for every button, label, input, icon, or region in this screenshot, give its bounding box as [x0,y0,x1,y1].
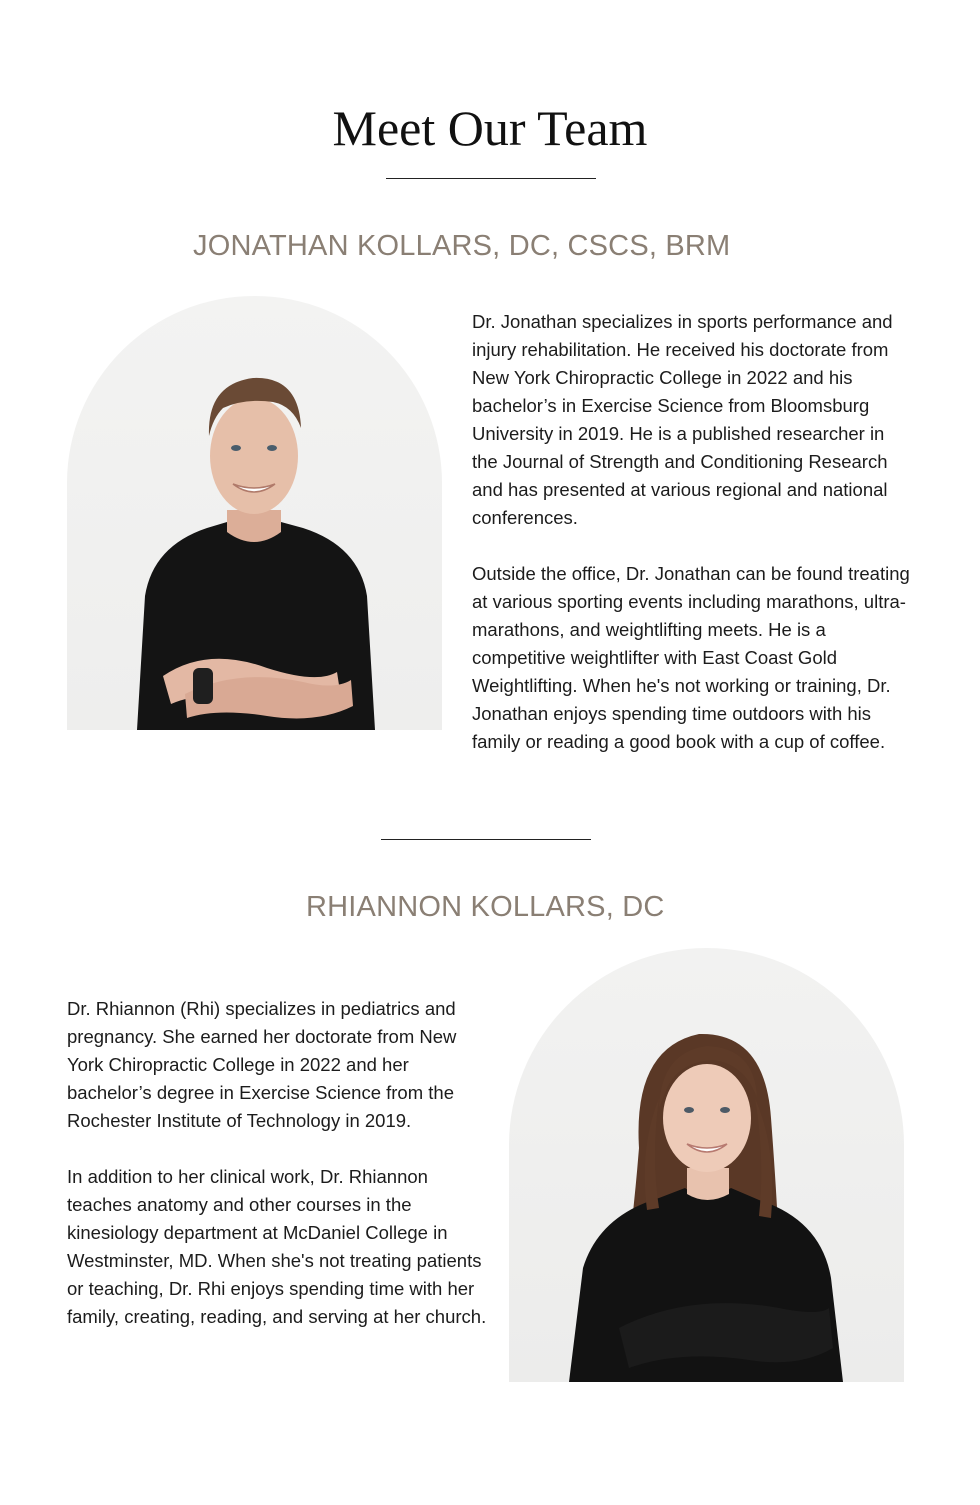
bio-paragraph: Dr. Jonathan specializes in sports performance and injury rehabilitation. He received his doctorate from New York Chiropractic College in 2022 and his bachelor’s in Exercise Science from Bloomsburg University in 2019. He is a published researcher in the Journal of Strength and Conditioning Research and has presented at various regional and national conferences. [472,311,893,528]
bio-paragraph: Dr. Rhiannon (Rhi) specializes in pediatrics and pregnancy. She earned her doctorate from New York Chiropractic College in 2022 and her bachelor’s degree in Exercise Science from the Rochester Institute of Technology in 2019. [67,998,457,1131]
bio-rhiannon [67,995,497,1331]
member-name-rhiannon: RHIANNON KOLLARS, DC [306,891,665,923]
member-name-jonathan: JONATHAN KOLLARS, DC, CSCS, BRM [193,230,731,262]
page-title: Meet Our Team [332,100,648,156]
portrait-jonathan [67,296,442,730]
bio-jonathan [472,308,912,756]
bio-paragraph: In addition to her clinical work, Dr. Rhiannon teaches anatomy and other courses in the kinesiology department at McDaniel College in Westminster, MD. When she's not treating patients or teaching, Dr. Rhi enjoys spending time with her family, creating, reading, and serving at her church. [67,1166,487,1327]
section-divider [381,839,591,840]
portrait-rhiannon [509,948,904,1382]
title-divider [386,178,596,179]
bio-paragraph: Outside the office, Dr. Jonathan can be found treating at various sporting events including marathons, ultra-marathons, and weightlifting meets. He is a competitive weightlifter with East Coast Gold Weightlifting. When he's not working or training, Dr. Jonathan enjoys spending time outdoors with his family or reading a good book with a cup of coffee. [472,563,910,752]
